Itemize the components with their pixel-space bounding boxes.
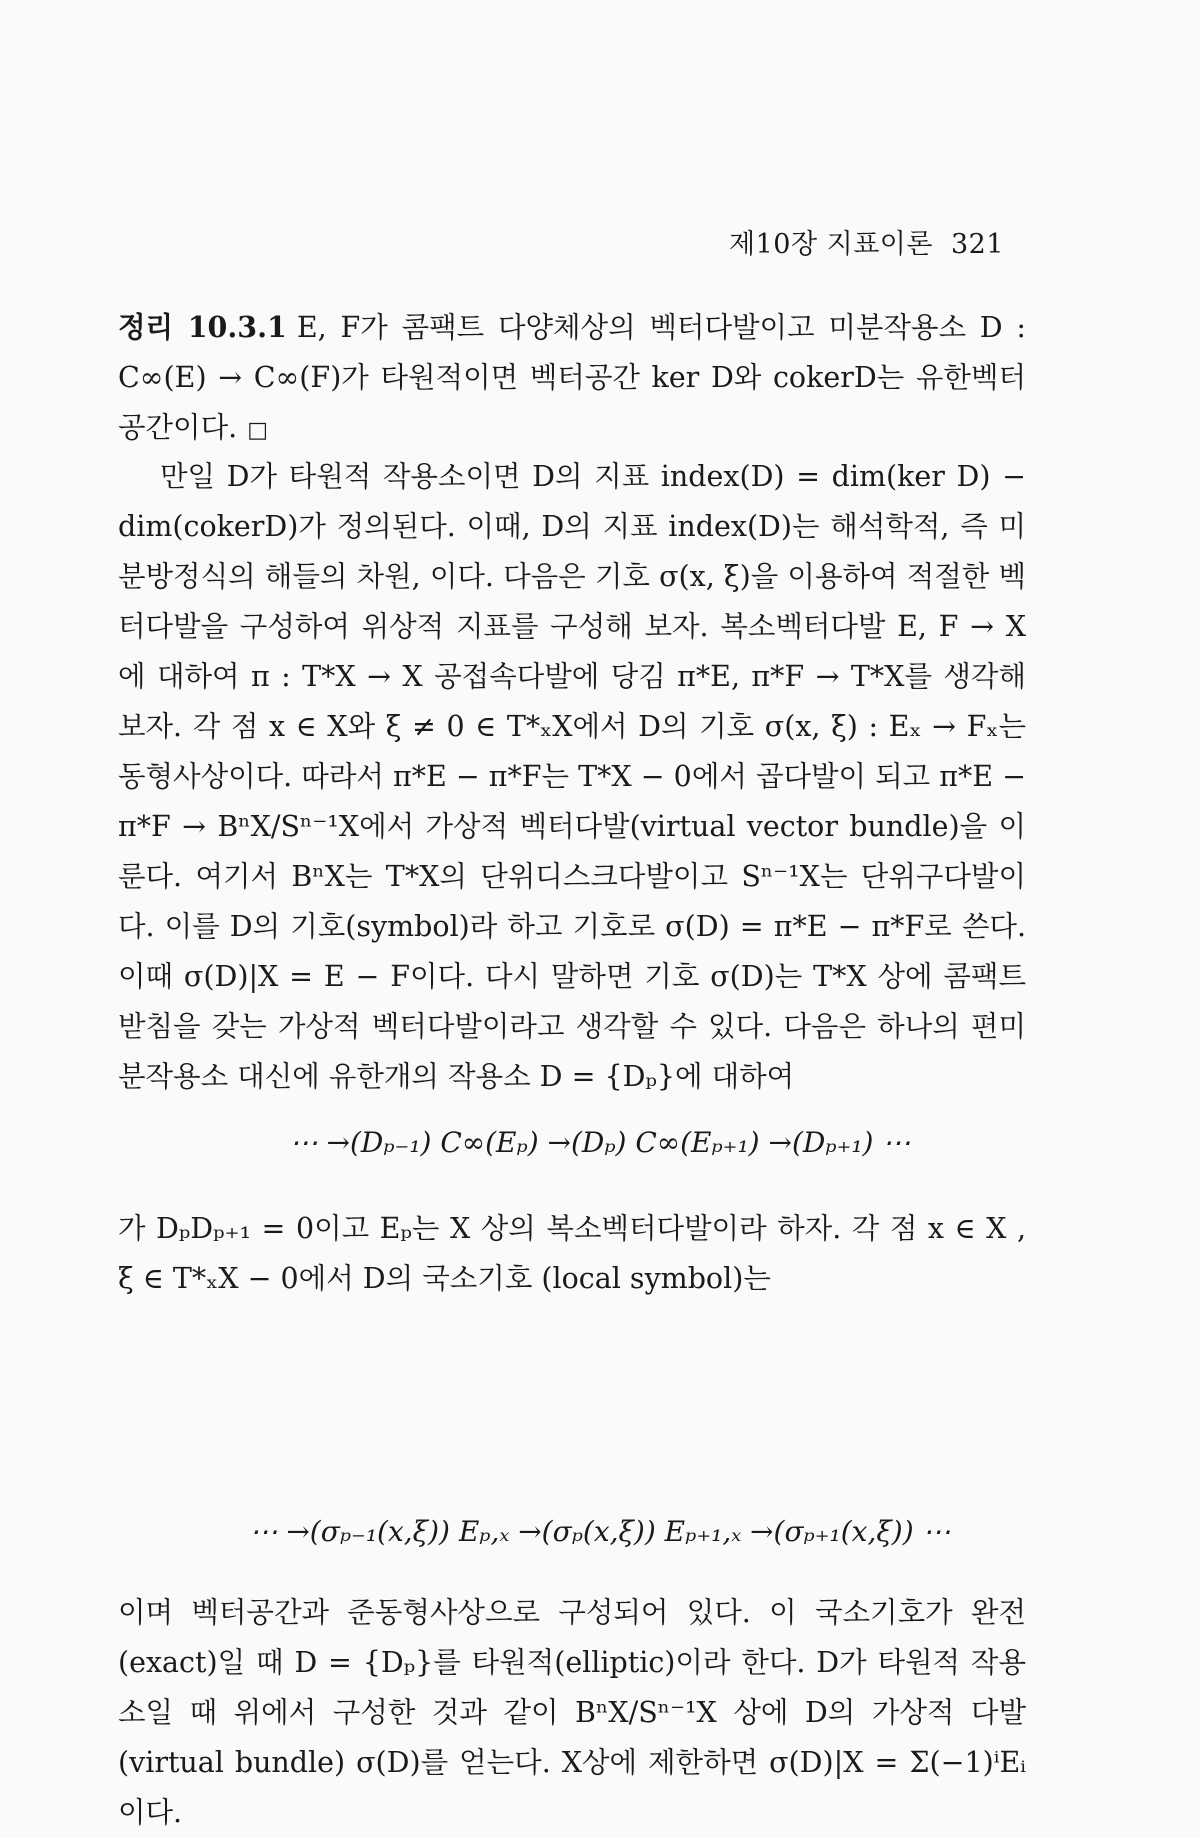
paragraph-text: 가 DₚDₚ₊₁ = 0이고 Eₚ는 X 상의 복소벡터다발이라 하자. 각 점 x ∈ X , ξ ∈ T*ₓX − 0에서 D의 국소기호 (local symbol)는 [118,1212,1026,1295]
end-of-proof-mark: □ [247,418,268,443]
running-header [729,222,1004,261]
paragraph-text: 만일 D가 타원적 작용소이면 D의 지표 index(D) = dim(ker D) − dim(cokerD)가 정의된다. 이때, D의 지표 index(D)는 해석학적, 즉 미분방정식의 해들의 차원, 이다. 다음은 기호 σ(x, ξ)을 이용하여 적절한 벡터다발을 구성하여 위상적 지표를 구성해 보자. 복소벡터다발 E, F → X에 대하여 π : T*X → X 공접속다발에 당김 π*E, π*F → T*X를 생각해 보자. 각 점 x ∈ X와 ξ ≠ 0 ∈ T*ₓX에서 D의 기호 σ(x, ξ) : Eₓ → Fₓ는 동형사상이다. 따라서 π*E − π*F는 T*X − 0에서 곱다발이 되고 π*E − π*F → BⁿX/Sⁿ⁻¹X에서 가상적 벡터다발(virtual vector bundle)을 이룬다. 여기서 BⁿX는 T*X의 단위디스크다발이고 Sⁿ⁻¹X는 단위구다발이다. 이를 D의 기호(symbol)라 하고 기호로 σ(D) = π*E − π*F로 쓴다. 이때 σ(D)|X = E − F이다. 다시 말하면 기호 σ(D)는 T*X 상에 콤팩트 받침을 갖는 가상적 벡터다발이라고 생각할 수 있다. 다음은 하나의 편미분작용소 대신에 유한개의 작용소 D = {Dₚ}에 대하여 [118,460,1026,1093]
local-symbol-sequence-equation: ⋯ →(σₚ₋₁(x,ξ)) Eₚ,ₓ →(σₚ(x,ξ)) Eₚ₊₁,ₓ →(σₚ₊₁(x,ξ)) ⋯ [249,1515,951,1548]
theorem-label: 정리 10.3.1 [118,310,287,344]
theorem-text: E, F가 콤팩트 다양체상의 벡터다발이고 미분작용소 D : C∞(E) → C∞(F)가 타원적이면 벡터공간 ker D와 cokerD는 유한벡터공간이다. [118,311,1026,444]
paragraph-local-symbol [118,1204,1026,1304]
paragraph-text: 이며 벡터공간과 준동형사상으로 구성되어 있다. 이 국소기호가 완전(exact)일 때 D = {Dₚ}를 타원적(elliptic)이라 한다. D가 타원적 작용소일 때 위에서 구성한 것과 같이 BⁿX/Sⁿ⁻¹X 상에 D의 가상적 다발(virtual bundle) σ(D)를 얻는다. X상에 제한하면 σ(D)|X = Σ(−1)ⁱEᵢ이다. [118,1596,1026,1829]
complex-sequence-equation: ⋯ →(Dₚ₋₁) C∞(Eₚ) →(Dₚ) C∞(Eₚ₊₁) →(Dₚ₊₁) ⋯ [289,1126,911,1159]
theorem-block [118,302,1026,456]
paragraph-index-definition [118,452,1026,1102]
page-number: 321 [950,229,1004,260]
paragraph-elliptic [118,1588,1026,1838]
chapter-title: 제10장 지표이론 [729,229,933,260]
